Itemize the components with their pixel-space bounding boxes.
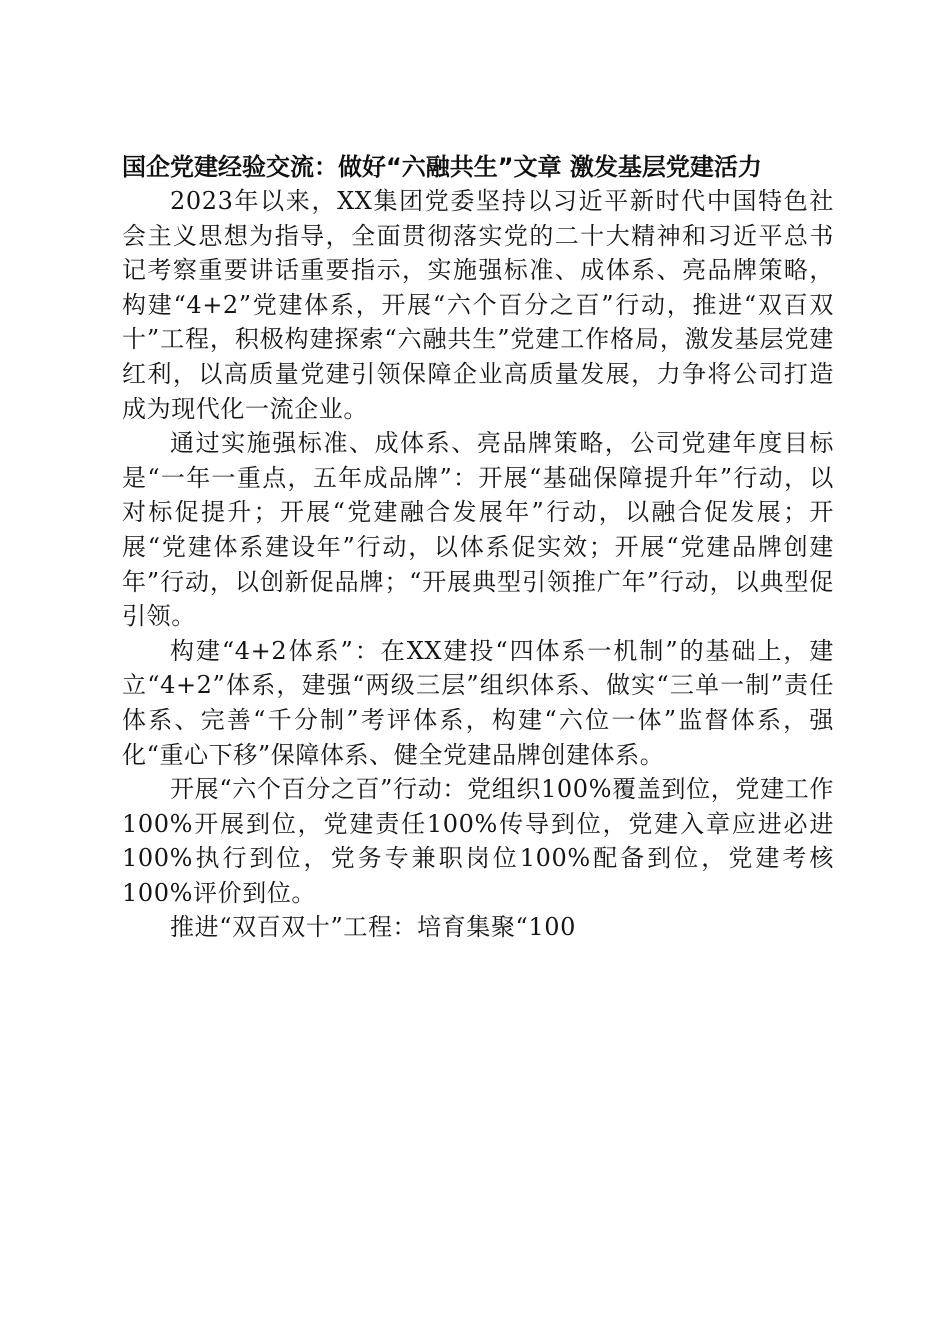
- paragraph-six-hundred-percent: 开展“六个百分之百”行动：党组织100%覆盖到位，党建工作100%开展到位，党建责任100%传导到位，党建入章应进必进100%执行到位，党务专兼职岗位100%配备到位，党建考核100%评价到位。: [122, 775, 834, 907]
- paragraph-annual-goals: 通过实施强标准、成体系、亮品牌策略，公司党建年度目标是“一年一重点，五年成品牌”：开展“基础保障提升年”行动，以对标促提升；开展“党建融合发展年”行动，以融合促发展；开展“党建体系建设年”行动，以体系促实效；开展“党建品牌创建年”行动，以创新促品牌；“开展典型引领推广年”行动，以典型促引领。: [122, 429, 834, 631]
- paragraph-4-plus-2-system: 构建“4+2体系”：在XX建投“四体系一机制”的基础上，建立“4+2”体系，建强“两级三层”组织体系、做实“三单一制”责任体系、完善“千分制”考评体系，构建“六位一体”监督体系，强化“重心下移”保障体系、健全党建品牌创建体系。: [122, 636, 834, 769]
- document-title: 国企党建经验交流：做好“六融共生”文章 激发基层党建活力: [122, 153, 762, 181]
- paragraph-intro: 2023年以来，XX集团党委坚持以习近平新时代中国特色社会主义思想为指导，全面贯彻落实党的二十大精神和习近平总书记考察重要讲话重要指示，实施强标准、成体系、亮品牌策略，构建“4+2”党建体系，开展“六个百分之百”行动，推进“双百双十”工程，积极构建探索“六融共生”党建工作格局，激发基层党建红利，以高质量党建引领保障企业高质量发展，力争将公司打造成为现代化一流企业。: [122, 187, 834, 423]
- paragraph-double-hundred: 推进“双百双十”工程：培育集聚“100: [170, 913, 577, 942]
- document-body: [122, 150, 834, 945]
